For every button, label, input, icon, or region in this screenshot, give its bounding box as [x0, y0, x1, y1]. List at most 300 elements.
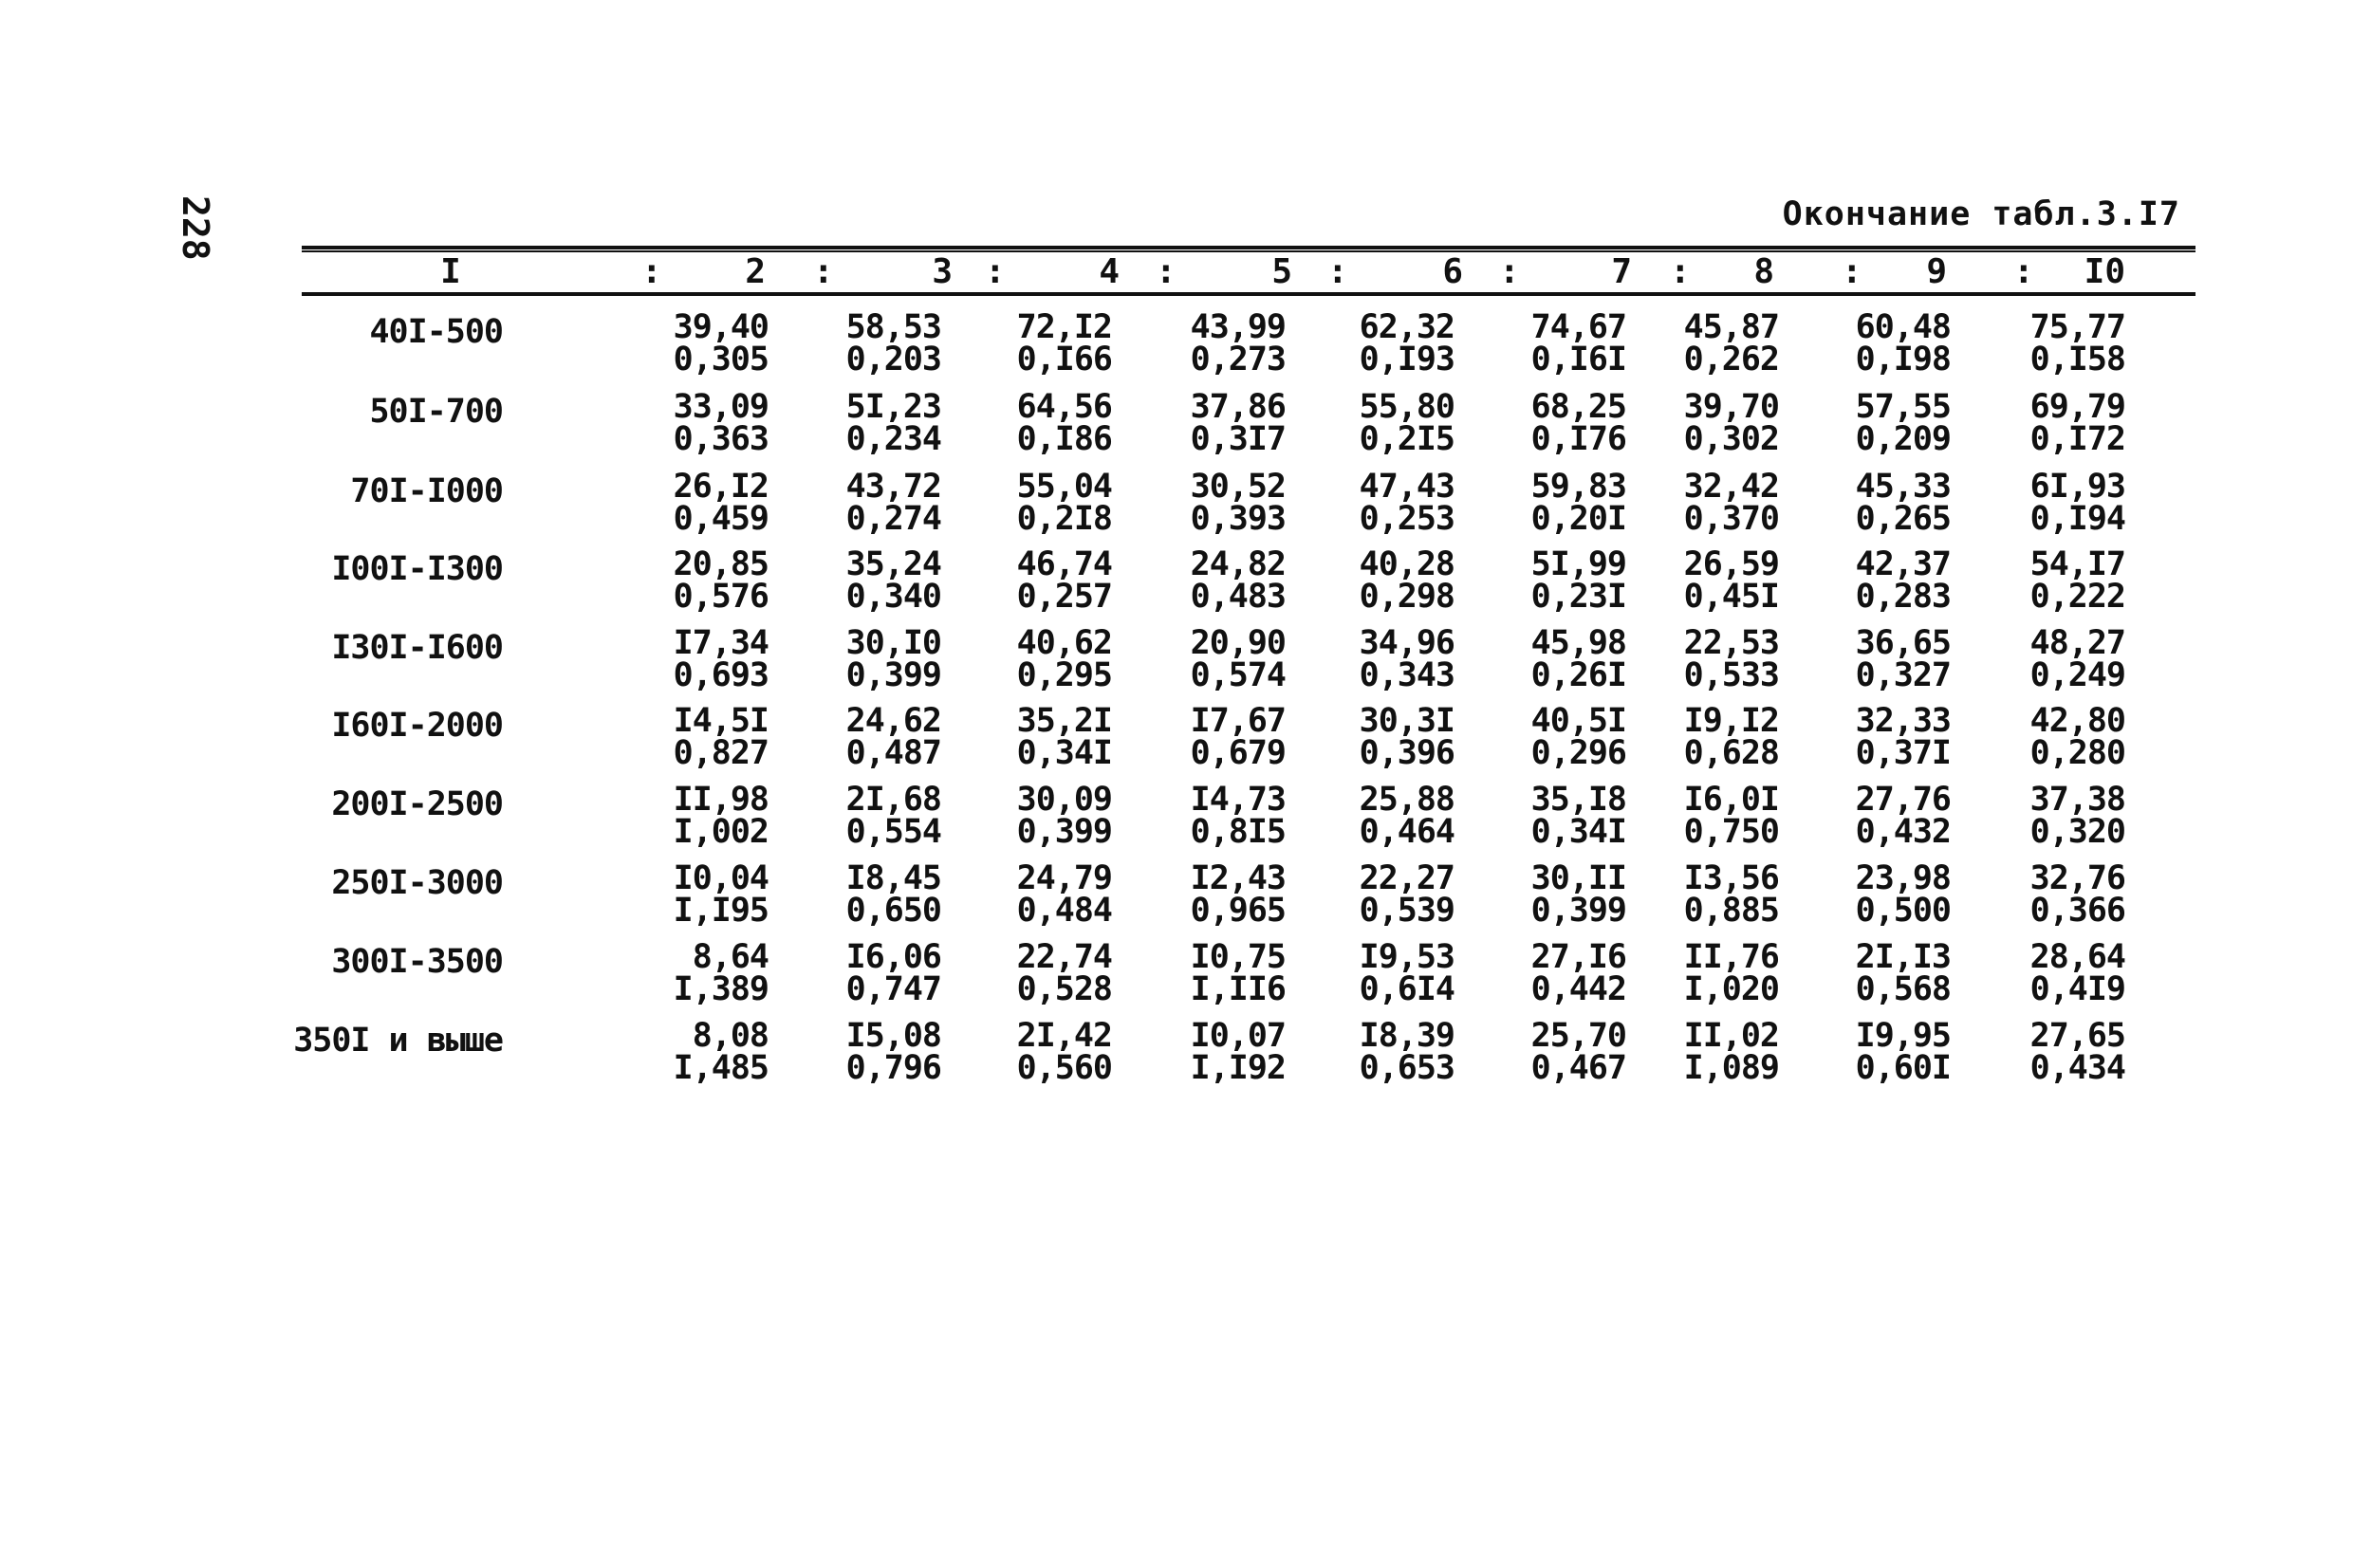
table-cell: [1503, 308, 1626, 378]
table-cell: [1656, 388, 1779, 458]
cell-value-top: 36,65: [1855, 624, 1951, 662]
cell-value-top: I0,07: [1190, 1017, 1286, 1055]
cell-value-bottom: 0,366: [2029, 892, 2125, 930]
cell-value-top: 42,80: [2029, 702, 2125, 740]
cell-value-bottom: 0,6I4: [1359, 970, 1454, 1008]
table-cell: [1656, 702, 1779, 772]
cell-value-top: 55,04: [1016, 468, 1112, 506]
cell-value-bottom: 0,747: [845, 970, 941, 1008]
table-cell: [2002, 545, 2125, 616]
cell-value-bottom: 0,I6I: [1530, 341, 1626, 378]
cell-value-bottom: 0,796: [845, 1049, 941, 1087]
table-cell: [1656, 938, 1779, 1008]
cell-value-top: 25,70: [1530, 1017, 1626, 1055]
cell-value-bottom: I,485: [673, 1049, 769, 1087]
cell-value-bottom: 0,370: [1683, 500, 1779, 538]
header-cell: 2: [745, 252, 766, 291]
table-cell: [989, 781, 1112, 851]
cell-value-bottom: I,I92: [1190, 1049, 1286, 1087]
cell-value-top: II,76: [1683, 938, 1779, 976]
table-row: [0, 624, 2353, 706]
header-separator: :: [1670, 252, 1691, 291]
row-range-label: I60I-2000: [331, 707, 503, 745]
cell-value-bottom: 0,459: [673, 500, 769, 538]
cell-value-bottom: 0,253: [1359, 500, 1454, 538]
cell-value-top: 2I,I3: [1855, 938, 1951, 976]
cell-value-bottom: 0,273: [1190, 341, 1286, 378]
cell-value-bottom: 0,298: [1359, 578, 1454, 616]
cell-value-top: I8,39: [1359, 1017, 1454, 1055]
table-cell: [1827, 859, 1951, 930]
table-cell: [989, 468, 1112, 538]
cell-value-bottom: 0,60I: [1855, 1049, 1951, 1087]
cell-value-top: 74,67: [1530, 308, 1626, 346]
table-cell: [818, 388, 941, 458]
table-cell: [2002, 308, 2125, 378]
table-cell: [1331, 545, 1454, 616]
table-cell: [1503, 624, 1626, 694]
cell-value-bottom: 0,533: [1683, 656, 1779, 694]
table-cell: [1162, 859, 1286, 930]
header-separator: :: [2013, 252, 2034, 291]
cell-value-top: I9,53: [1359, 938, 1454, 976]
table-row: [0, 470, 2353, 549]
cell-value-top: I4,5I: [673, 702, 769, 740]
cell-value-bottom: 0,4I9: [2029, 970, 2125, 1008]
cell-value-top: I9,95: [1855, 1017, 1951, 1055]
header-cell: 8: [1753, 252, 1774, 291]
table-cell: [818, 1017, 941, 1087]
cell-value-top: 39,40: [673, 308, 769, 346]
cell-value-top: 30,3I: [1359, 702, 1454, 740]
cell-value-top: 5I,99: [1530, 545, 1626, 583]
cell-value-top: I5,08: [845, 1017, 941, 1055]
cell-value-bottom: 0,23I: [1530, 578, 1626, 616]
cell-value-bottom: 0,302: [1683, 420, 1779, 458]
header-cell: I0: [2084, 252, 2125, 291]
cell-value-top: 32,33: [1855, 702, 1951, 740]
table-cell: [2002, 702, 2125, 772]
table-cell: [1162, 468, 1286, 538]
table-cell: [1503, 859, 1626, 930]
cell-value-top: 35,I8: [1530, 781, 1626, 819]
cell-value-bottom: 0,399: [845, 656, 941, 694]
table-cell: [1162, 781, 1286, 851]
table-cell: [1162, 388, 1286, 458]
cell-value-bottom: 0,528: [1016, 970, 1112, 1008]
cell-value-bottom: I,II6: [1190, 970, 1286, 1008]
table-cell: [1331, 468, 1454, 538]
table-cell: [1827, 308, 1951, 378]
row-range-label: 300I-3500: [331, 943, 503, 981]
cell-value-bottom: 0,222: [2029, 578, 2125, 616]
cell-value-top: 43,99: [1190, 308, 1286, 346]
header-separator: :: [1327, 252, 1348, 291]
cell-value-bottom: 0,I76: [1530, 420, 1626, 458]
table-cell: [1503, 702, 1626, 772]
cell-value-top: 22,53: [1683, 624, 1779, 662]
cell-value-top: 27,65: [2029, 1017, 2125, 1055]
cell-value-bottom: 0,399: [1016, 813, 1112, 851]
header-separator: :: [1842, 252, 1862, 291]
cell-value-bottom: 0,399: [1530, 892, 1626, 930]
cell-value-bottom: 0,280: [2029, 734, 2125, 772]
cell-value-top: 45,33: [1855, 468, 1951, 506]
cell-value-bottom: 0,442: [1530, 970, 1626, 1008]
table-cell: [1162, 308, 1286, 378]
table-cell: [1162, 938, 1286, 1008]
table-cell: [645, 468, 769, 538]
cell-value-bottom: 0,I72: [2029, 420, 2125, 458]
cell-value-bottom: 0,965: [1190, 892, 1286, 930]
row-range-label: 200I-2500: [331, 785, 503, 823]
cell-value-top: 75,77: [2029, 308, 2125, 346]
cell-value-top: II,98: [673, 781, 769, 819]
cell-value-bottom: 0,885: [1683, 892, 1779, 930]
cell-value-bottom: 0,750: [1683, 813, 1779, 851]
cell-value-bottom: 0,257: [1016, 578, 1112, 616]
cell-value-bottom: 0,I94: [2029, 500, 2125, 538]
cell-value-bottom: 0,560: [1016, 1049, 1112, 1087]
cell-value-top: I7,67: [1190, 702, 1286, 740]
header-cell: 6: [1442, 252, 1463, 291]
table-cell: [1331, 624, 1454, 694]
cell-value-bottom: 0,487: [845, 734, 941, 772]
cell-value-top: 42,37: [1855, 545, 1951, 583]
cell-value-bottom: 0,327: [1855, 656, 1951, 694]
cell-value-top: 35,2I: [1016, 702, 1112, 740]
cell-value-bottom: 0,2I5: [1359, 420, 1454, 458]
cell-value-bottom: 0,554: [845, 813, 941, 851]
table-cell: [2002, 938, 2125, 1008]
cell-value-bottom: 0,2I8: [1016, 500, 1112, 538]
header-separator: :: [1156, 252, 1176, 291]
table-cell: [989, 545, 1112, 616]
cell-value-top: 33,09: [673, 388, 769, 426]
table-cell: [818, 938, 941, 1008]
table-cell: [645, 781, 769, 851]
table-cell: [989, 624, 1112, 694]
cell-value-top: I7,34: [673, 624, 769, 662]
table-cell: [989, 859, 1112, 930]
table-cell: [1331, 938, 1454, 1008]
table-cell: [1827, 1017, 1951, 1087]
table-cell: [1656, 624, 1779, 694]
cell-value-bottom: 0,34I: [1530, 813, 1626, 851]
cell-value-top: 32,42: [1683, 468, 1779, 506]
table-cell: [2002, 781, 2125, 851]
cell-value-bottom: 0,464: [1359, 813, 1454, 851]
table-cell: [1503, 468, 1626, 538]
cell-value-top: 5I,23: [845, 388, 941, 426]
table-cell: [1827, 624, 1951, 694]
cell-value-bottom: 0,539: [1359, 892, 1454, 930]
cell-value-bottom: 0,203: [845, 341, 941, 378]
cell-value-bottom: 0,393: [1190, 500, 1286, 538]
table-cell: [1827, 545, 1951, 616]
table-cell: [989, 702, 1112, 772]
cell-value-bottom: 0,574: [1190, 656, 1286, 694]
cell-value-top: 47,43: [1359, 468, 1454, 506]
table-cell: [989, 308, 1112, 378]
table-cell: [1656, 859, 1779, 930]
cell-value-bottom: 0,249: [2029, 656, 2125, 694]
cell-value-bottom: 0,434: [2029, 1049, 2125, 1087]
table-cell: [818, 545, 941, 616]
cell-value-top: I0,04: [673, 859, 769, 897]
cell-value-top: 45,87: [1683, 308, 1779, 346]
cell-value-bottom: 0,8I5: [1190, 813, 1286, 851]
cell-value-top: I9,I2: [1683, 702, 1779, 740]
table-row: [0, 781, 2353, 862]
header-cell: 9: [1926, 252, 1947, 291]
table-cell: [818, 624, 941, 694]
header-separator: :: [813, 252, 834, 291]
table-cell: [1503, 1017, 1626, 1087]
table-cell: [989, 388, 1112, 458]
row-range-label: I30I-I600: [331, 629, 503, 667]
cell-value-top: 22,27: [1359, 859, 1454, 897]
cell-value-top: 40,28: [1359, 545, 1454, 583]
cell-value-top: I6,0I: [1683, 781, 1779, 819]
cell-value-bottom: I,020: [1683, 970, 1779, 1008]
cell-value-bottom: 0,20I: [1530, 500, 1626, 538]
table-cell: [1162, 1017, 1286, 1087]
table-cell: [818, 702, 941, 772]
cell-value-bottom: 0,I66: [1016, 341, 1112, 378]
table-row: [0, 1017, 2353, 1098]
cell-value-top: 45,98: [1530, 624, 1626, 662]
cell-value-top: 28,64: [2029, 938, 2125, 976]
cell-value-top: 8,64: [692, 938, 769, 976]
cell-value-top: 34,96: [1359, 624, 1454, 662]
cell-value-bottom: 0,I98: [1855, 341, 1951, 378]
cell-value-bottom: I,002: [673, 813, 769, 851]
table-cell: [645, 624, 769, 694]
table-cell: [1827, 938, 1951, 1008]
table-row: [0, 388, 2353, 470]
cell-value-bottom: 0,679: [1190, 734, 1286, 772]
cell-value-top: 2I,68: [845, 781, 941, 819]
cell-value-top: 6I,93: [2029, 468, 2125, 506]
table-cell: [1656, 781, 1779, 851]
cell-value-bottom: 0,568: [1855, 970, 1951, 1008]
cell-value-top: 23,98: [1855, 859, 1951, 897]
header-cell: I: [440, 252, 461, 291]
table-cell: [645, 545, 769, 616]
table-row: [0, 702, 2353, 784]
header-separator: :: [1499, 252, 1520, 291]
table-cell: [818, 781, 941, 851]
cell-value-bottom: 0,467: [1530, 1049, 1626, 1087]
table-cell: [1827, 702, 1951, 772]
cell-value-top: 25,88: [1359, 781, 1454, 819]
table-cell: [1827, 468, 1951, 538]
cell-value-top: I8,45: [845, 859, 941, 897]
cell-value-bottom: 0,363: [673, 420, 769, 458]
table-cell: [818, 308, 941, 378]
cell-value-top: 26,59: [1683, 545, 1779, 583]
cell-value-top: 24,79: [1016, 859, 1112, 897]
table-cell: [1503, 781, 1626, 851]
cell-value-top: 37,86: [1190, 388, 1286, 426]
cell-value-top: 37,38: [2029, 781, 2125, 819]
cell-value-bottom: 0,693: [673, 656, 769, 694]
table-cell: [1162, 702, 1286, 772]
header-cell: 7: [1611, 252, 1632, 291]
table-caption: Окончание табл.3.I7: [1782, 195, 2180, 233]
cell-value-bottom: 0,I93: [1359, 341, 1454, 378]
header-separator: :: [641, 252, 662, 291]
cell-value-top: I0,75: [1190, 938, 1286, 976]
cell-value-bottom: I,I95: [673, 892, 769, 930]
cell-value-top: 30,52: [1190, 468, 1286, 506]
cell-value-bottom: I,389: [673, 970, 769, 1008]
cell-value-bottom: 0,296: [1530, 734, 1626, 772]
cell-value-bottom: 0,234: [845, 420, 941, 458]
row-range-label: 50I-700: [369, 393, 503, 431]
table-cell: [1656, 308, 1779, 378]
cell-value-top: I2,43: [1190, 859, 1286, 897]
table-cell: [1331, 702, 1454, 772]
table-cell: [2002, 859, 2125, 930]
cell-value-bottom: 0,262: [1683, 341, 1779, 378]
cell-value-top: I3,56: [1683, 859, 1779, 897]
table-cell: [1656, 1017, 1779, 1087]
cell-value-bottom: 0,396: [1359, 734, 1454, 772]
cell-value-bottom: 0,483: [1190, 578, 1286, 616]
cell-value-top: 46,74: [1016, 545, 1112, 583]
cell-value-bottom: 0,340: [845, 578, 941, 616]
table-cell: [1331, 781, 1454, 851]
header-cell: 3: [932, 252, 953, 291]
cell-value-top: 48,27: [2029, 624, 2125, 662]
cell-value-top: 40,62: [1016, 624, 1112, 662]
cell-value-bottom: 0,343: [1359, 656, 1454, 694]
cell-value-top: 32,76: [2029, 859, 2125, 897]
table-cell: [1503, 938, 1626, 1008]
cell-value-bottom: 0,I86: [1016, 420, 1112, 458]
cell-value-bottom: 0,500: [1855, 892, 1951, 930]
cell-value-top: 55,80: [1359, 388, 1454, 426]
table-cell: [645, 388, 769, 458]
row-range-label: 40I-500: [369, 313, 503, 351]
cell-value-bottom: 0,37I: [1855, 734, 1951, 772]
row-range-label: 350I и выше: [293, 1022, 503, 1060]
cell-value-top: 59,83: [1530, 468, 1626, 506]
table-cell: [2002, 1017, 2125, 1087]
table-header-row: [302, 250, 2196, 292]
cell-value-top: 62,32: [1359, 308, 1454, 346]
cell-value-top: 24,62: [845, 702, 941, 740]
cell-value-bottom: 0,45I: [1683, 578, 1779, 616]
cell-value-bottom: I,089: [1683, 1049, 1779, 1087]
cell-value-bottom: 0,283: [1855, 578, 1951, 616]
table-cell: [2002, 624, 2125, 694]
cell-value-bottom: 0,650: [845, 892, 941, 930]
table-cell: [989, 1017, 1112, 1087]
table-cell: [1162, 545, 1286, 616]
cell-value-top: 8,08: [692, 1017, 769, 1055]
cell-value-bottom: 0,576: [673, 578, 769, 616]
cell-value-top: 35,24: [845, 545, 941, 583]
cell-value-top: 39,70: [1683, 388, 1779, 426]
table-cell: [818, 859, 941, 930]
table-cell: [1331, 388, 1454, 458]
cell-value-top: 20,85: [673, 545, 769, 583]
table-cell: [2002, 388, 2125, 458]
table-cell: [818, 468, 941, 538]
cell-value-top: II,02: [1683, 1017, 1779, 1055]
table-top-rule: [302, 246, 2196, 249]
table-cell: [1503, 545, 1626, 616]
cell-value-top: 27,I6: [1530, 938, 1626, 976]
row-range-label: 70I-I000: [350, 472, 503, 510]
table-cell: [645, 308, 769, 378]
header-cell: 5: [1271, 252, 1292, 291]
table-cell: [2002, 468, 2125, 538]
cell-value-top: 54,I7: [2029, 545, 2125, 583]
table-row: [0, 938, 2353, 1020]
row-range-label: 250I-3000: [331, 864, 503, 902]
cell-value-top: 64,56: [1016, 388, 1112, 426]
cell-value-bottom: 0,274: [845, 500, 941, 538]
cell-value-bottom: 0,628: [1683, 734, 1779, 772]
cell-value-bottom: 0,26I: [1530, 656, 1626, 694]
table-cell: [645, 859, 769, 930]
cell-value-top: 57,55: [1855, 388, 1951, 426]
cell-value-top: 22,74: [1016, 938, 1112, 976]
cell-value-top: 58,53: [845, 308, 941, 346]
cell-value-top: 40,5I: [1530, 702, 1626, 740]
table-row: [0, 859, 2353, 941]
page-number: 228: [175, 195, 216, 261]
table-header-rule: [302, 292, 2196, 296]
cell-value-bottom: 0,I58: [2029, 341, 2125, 378]
table-cell: [1331, 308, 1454, 378]
cell-value-top: 30,II: [1530, 859, 1626, 897]
table-cell: [1162, 624, 1286, 694]
table-cell: [645, 1017, 769, 1087]
cell-value-top: 72,I2: [1016, 308, 1112, 346]
table-cell: [1827, 388, 1951, 458]
cell-value-bottom: 0,209: [1855, 420, 1951, 458]
cell-value-top: 30,I0: [845, 624, 941, 662]
table-cell: [1827, 781, 1951, 851]
cell-value-bottom: 0,34I: [1016, 734, 1112, 772]
cell-value-bottom: 0,3I7: [1190, 420, 1286, 458]
cell-value-top: 20,90: [1190, 624, 1286, 662]
table-cell: [1503, 388, 1626, 458]
table-row: [0, 308, 2353, 390]
cell-value-bottom: 0,320: [2029, 813, 2125, 851]
cell-value-bottom: 0,265: [1855, 500, 1951, 538]
table-cell: [645, 938, 769, 1008]
table-cell: [1331, 859, 1454, 930]
cell-value-top: 68,25: [1530, 388, 1626, 426]
cell-value-bottom: 0,432: [1855, 813, 1951, 851]
cell-value-top: 24,82: [1190, 545, 1286, 583]
cell-value-top: 60,48: [1855, 308, 1951, 346]
cell-value-top: 43,72: [845, 468, 941, 506]
table-cell: [1656, 545, 1779, 616]
table-cell: [645, 702, 769, 772]
header-separator: :: [985, 252, 1006, 291]
cell-value-top: 27,76: [1855, 781, 1951, 819]
table-row: [0, 545, 2353, 627]
cell-value-bottom: 0,295: [1016, 656, 1112, 694]
cell-value-bottom: 0,827: [673, 734, 769, 772]
